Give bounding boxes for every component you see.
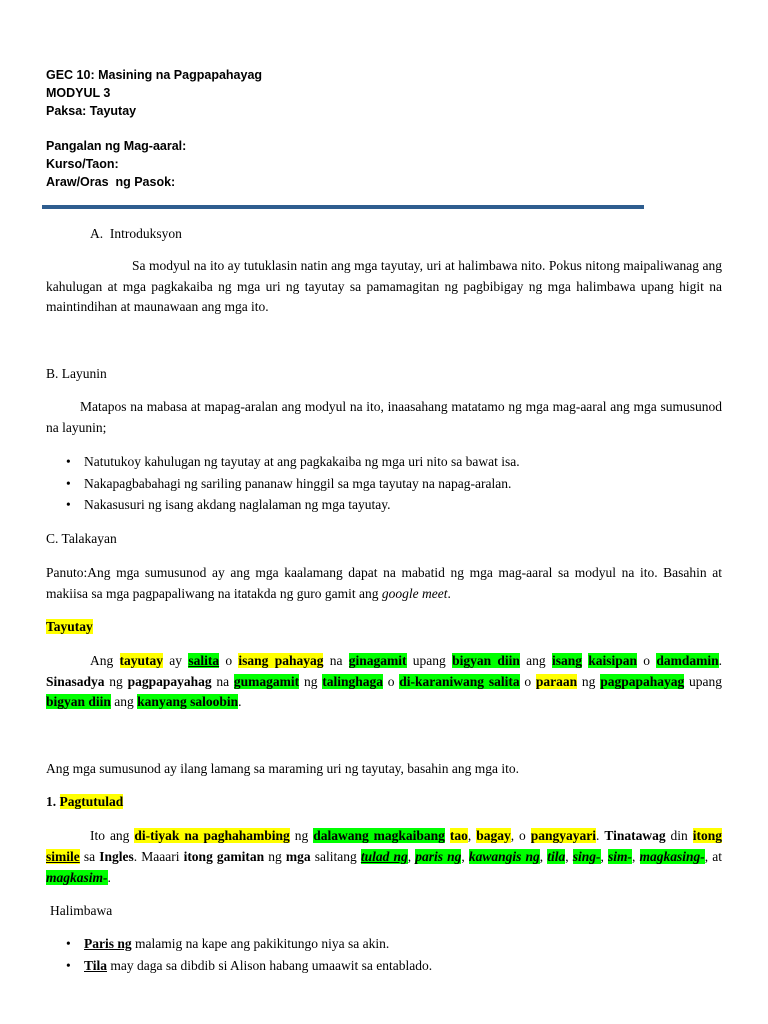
topic-line: Paksa: Tayutay xyxy=(46,104,137,118)
list-item: • Tila may daga sa dibdib si Alison habang umaawit sa entablado. xyxy=(46,955,722,977)
layunin-heading: B. Layunin xyxy=(46,366,107,381)
pagtutulad-heading: 1. Pagtutulad xyxy=(46,794,124,809)
list-item: • Natutukoy kahulugan ng tayutay at ang pagkakaiba ng mga uri nito sa bawat isa. xyxy=(46,451,722,473)
intro-heading: A. Introduksyon xyxy=(90,226,182,241)
schedule-label: Araw/Oras ng Pasok: xyxy=(46,175,176,189)
types-intro: Ang mga sumusunod ay ilang lamang sa maraming uri ng tayutay, basahin ang mga ito. xyxy=(46,761,520,776)
document-header xyxy=(46,66,646,191)
course-title: GEC 10: Masining na Pagpapahayag xyxy=(46,68,263,82)
panuto-paragraph: Panuto:Ang mga sumusunod ay ang mga kaalamang dapat na mabatid ng mga mag-aaral sa modyul na ito. Basahin at makiisa sa mga pagpapaliwang na itatakda ng guro gamit ang google meet. xyxy=(46,565,722,601)
pagtutulad-definition: Ito ang di-tiyak na paghahambing ng dalawang magkaibang tao, bagay, o pangyayari. Tinatawag din itong simile sa Ingles. Maaari itong gamitan ng mga salitang tulad ng, paris ng, kawangis ng, tila, sing-, sim-, magkasing-, at magkasim-. xyxy=(46,828,723,885)
talakayan-heading: C. Talakayan xyxy=(46,531,117,546)
student-name-label: Pangalan ng Mag-aaral: xyxy=(46,139,187,153)
tayutay-definition: Ang tayutay ay salita o isang pahayag na ginagamit upang bigyan diin ang isang kaisipan o damdamin. Sinasadya ng pagpapayahag na gumagamit ng talinghaga o di-karaniwang salita o paraan ng pagpapahayag upang bigyan diin ang kanyang saloobin. xyxy=(46,653,722,709)
halimbawa-list xyxy=(46,933,722,976)
layunin-paragraph: Matapos na mabasa at mapag-aralan ang modyul na ito, inaasahang matatamo ng mga mag-aaral ang mga sumusunod na layunin; xyxy=(46,399,722,435)
list-item: • Nakasusuri ng isang akdang naglalaman ng mga tayutay. xyxy=(46,494,722,516)
list-item: • Nakapagbabahagi ng sariling pananaw hinggil sa mga tayutay na napag-aralan. xyxy=(46,473,722,495)
list-item: • Paris ng malamig na kape ang pakikitungo niya sa akin. xyxy=(46,933,722,955)
layunin-list xyxy=(46,451,722,516)
intro-paragraph: Sa modyul na ito ay tutuklasin natin ang mga tayutay, uri at halimbawa nito. Pokus nitong maipaliwanag ang kahulugan at mga pagkakaiba ng mga uri ng tayutay sa pamamagitan ng pagbibigay ng mga halimbawa upang higit na maintindihan at maunawaan ang mga ito. xyxy=(46,258,722,314)
course-year-label: Kurso/Taon: xyxy=(46,157,119,171)
module-number: MODYUL 3 xyxy=(46,86,111,100)
tayutay-heading: Tayutay xyxy=(46,619,93,634)
halimbawa-label: Halimbawa xyxy=(50,903,113,918)
header-divider xyxy=(42,205,644,209)
